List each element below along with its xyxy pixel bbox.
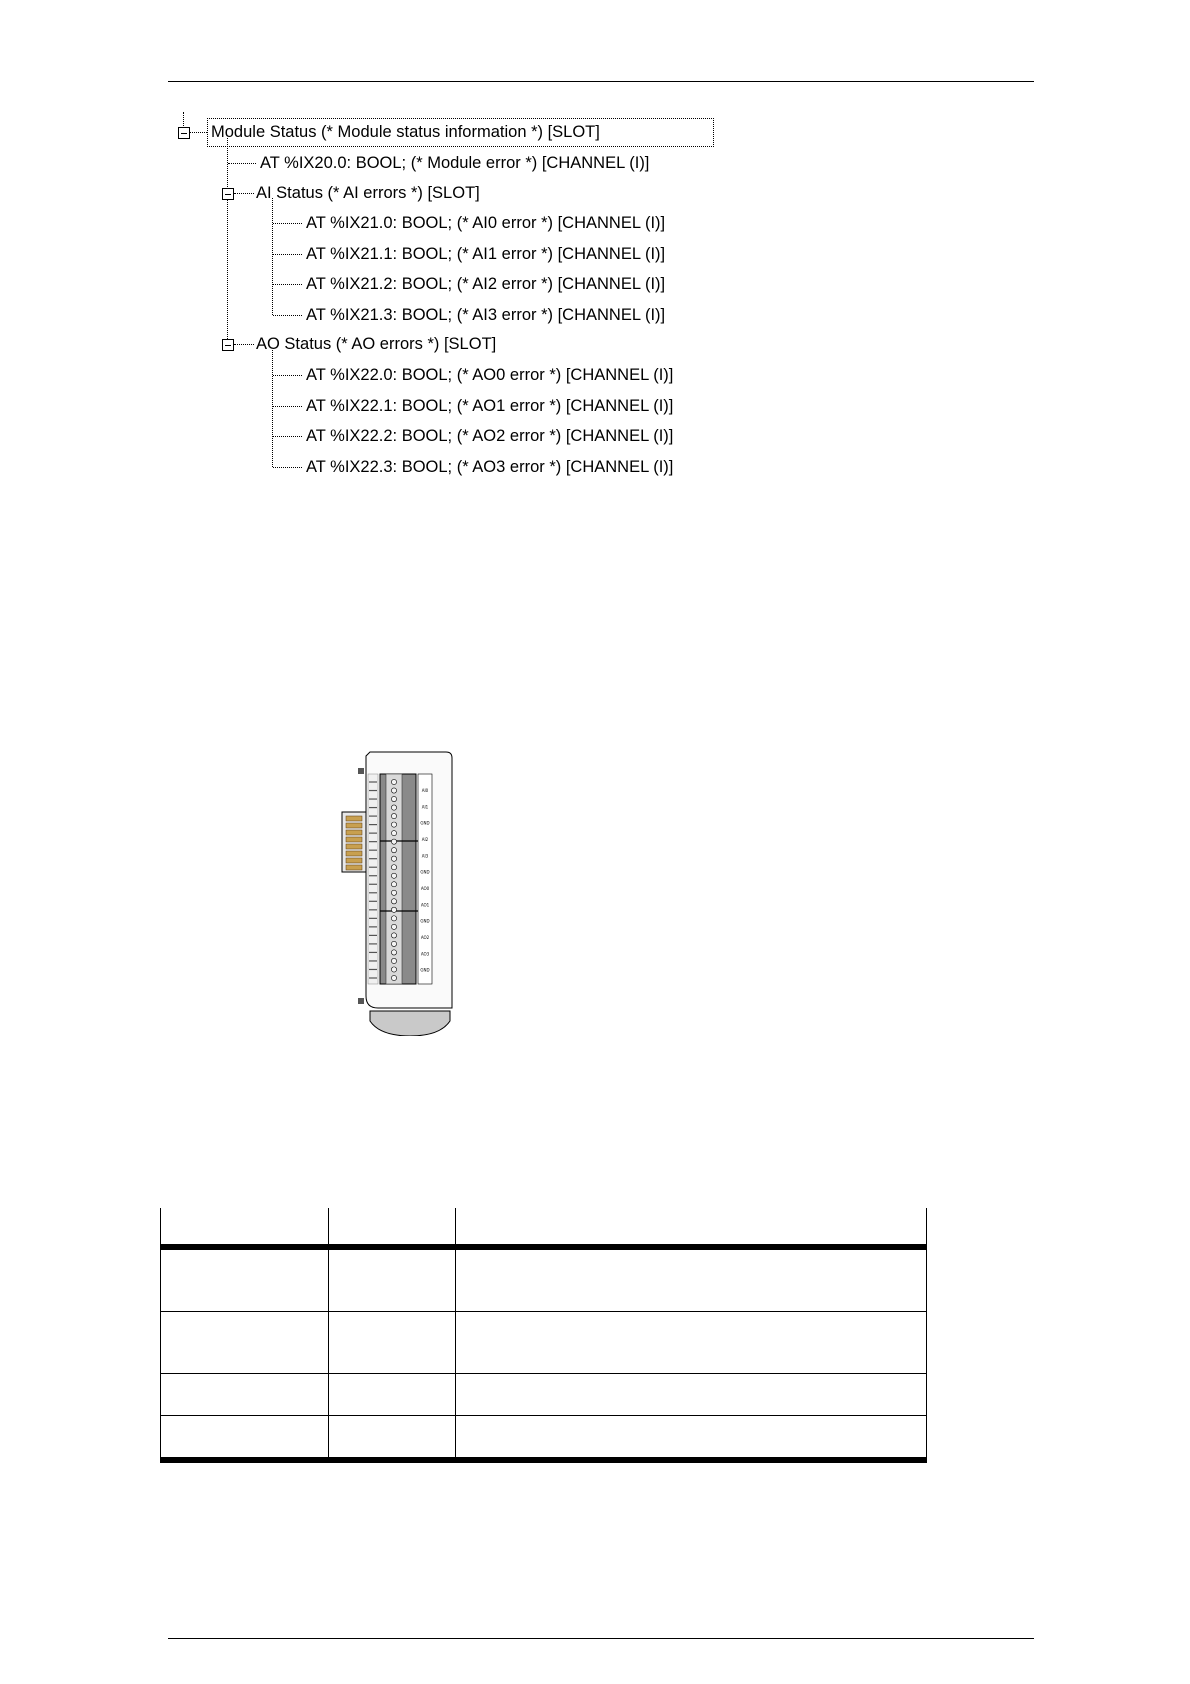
table-cell bbox=[456, 1312, 927, 1374]
terminal-label: AO0 bbox=[420, 886, 430, 891]
table-cell bbox=[329, 1416, 456, 1461]
terminal-screw bbox=[391, 805, 396, 810]
table-cell bbox=[161, 1416, 329, 1461]
tree-line bbox=[234, 193, 254, 194]
terminal-screw bbox=[391, 958, 396, 963]
footer-rule bbox=[168, 1638, 1034, 1639]
table-row bbox=[161, 1312, 927, 1374]
terminal-screw bbox=[391, 839, 396, 844]
collapse-icon[interactable] bbox=[222, 188, 234, 200]
terminal-screw bbox=[391, 890, 396, 895]
tree-line bbox=[234, 344, 254, 345]
dip-switch-lever bbox=[346, 858, 362, 863]
tree-node-module-status[interactable]: Module Status (* Module status information *) [SLOT] bbox=[211, 123, 600, 141]
terminal-screw bbox=[391, 848, 396, 853]
terminal-label: AI1 bbox=[421, 804, 429, 810]
tree-line bbox=[273, 406, 302, 407]
table-cell bbox=[456, 1374, 927, 1416]
table-cell bbox=[329, 1247, 456, 1312]
collapse-icon[interactable] bbox=[178, 127, 190, 139]
tree-node-module-error[interactable]: AT %IX20.0: BOOL; (* Module error *) [CHANNEL (I)] bbox=[260, 154, 650, 172]
tree-line bbox=[273, 254, 302, 255]
tree-line bbox=[273, 315, 302, 316]
tree-line bbox=[227, 138, 228, 343]
terminal-label: GND bbox=[420, 918, 430, 924]
module-bottom-cap bbox=[370, 1011, 450, 1036]
terminal-screw bbox=[391, 907, 396, 912]
terminal-label: GND bbox=[420, 967, 430, 973]
terminal-screw bbox=[391, 813, 396, 818]
terminal-screw bbox=[391, 856, 396, 861]
tree-node-ao0[interactable]: AT %IX22.0: BOOL; (* AO0 error *) [CHANNEL (I)] bbox=[306, 366, 674, 384]
terminal-label: AO3 bbox=[420, 951, 430, 957]
tree-node-ao-status[interactable]: AO Status (* AO errors *) [SLOT] bbox=[256, 335, 497, 353]
tree-node-ai3[interactable]: AT %IX21.3: BOOL; (* AI3 error *) [CHANNEL (I)] bbox=[306, 306, 666, 324]
dip-switch-lever bbox=[346, 837, 362, 842]
terminal-screw bbox=[391, 865, 396, 870]
terminal-screw bbox=[391, 950, 396, 955]
tree-line bbox=[273, 436, 302, 437]
terminal-label: AI3 bbox=[421, 853, 429, 859]
terminal-screw bbox=[391, 873, 396, 878]
tree-node-ai-status[interactable]: AI Status (* AI errors *) [SLOT] bbox=[256, 184, 480, 202]
din-clip bbox=[358, 998, 364, 1004]
tree-line bbox=[273, 375, 302, 376]
tree-line bbox=[228, 163, 256, 164]
table-row bbox=[161, 1374, 927, 1416]
table-cell bbox=[456, 1416, 927, 1461]
tree-node-ao3[interactable]: AT %IX22.3: BOOL; (* AO3 error *) [CHANNEL (I)] bbox=[306, 458, 674, 476]
terminal-screw bbox=[391, 831, 396, 836]
tree-node-ao1[interactable]: AT %IX22.1: BOOL; (* AO1 error *) [CHANNEL (I)] bbox=[306, 397, 674, 415]
table-cell bbox=[456, 1247, 927, 1312]
table-cell bbox=[161, 1312, 329, 1374]
dip-switch-lever bbox=[346, 816, 362, 821]
terminal-label: AI2 bbox=[421, 837, 429, 842]
tree-node-ai0[interactable]: AT %IX21.0: BOOL; (* AI0 error *) [CHANNEL (I)] bbox=[306, 214, 666, 232]
tree-line bbox=[273, 284, 302, 285]
terminal-screw bbox=[391, 899, 396, 904]
table-cell bbox=[161, 1247, 329, 1312]
dip-switch-lever bbox=[346, 823, 362, 828]
tree-line bbox=[190, 132, 207, 133]
spec-table bbox=[160, 1208, 927, 1463]
din-clip bbox=[358, 768, 364, 774]
terminal-screw bbox=[391, 924, 396, 929]
terminal-screw bbox=[391, 933, 396, 938]
tree-line bbox=[273, 223, 302, 224]
table-cell bbox=[329, 1374, 456, 1416]
dip-switch-lever bbox=[346, 844, 362, 849]
table-cell bbox=[329, 1312, 456, 1374]
terminal-screw bbox=[391, 779, 396, 784]
terminal-screw bbox=[391, 941, 396, 946]
io-module-illustration bbox=[340, 746, 460, 1036]
table-cell bbox=[161, 1374, 329, 1416]
tree-node-ai1[interactable]: AT %IX21.1: BOOL; (* AI1 error *) [CHANNEL (I)] bbox=[306, 245, 666, 263]
terminal-screw bbox=[391, 975, 396, 980]
terminal-label: GND bbox=[420, 869, 430, 875]
dip-switch-lever bbox=[346, 865, 362, 870]
terminal-label: AO2 bbox=[420, 935, 430, 940]
terminal-screw bbox=[391, 822, 396, 827]
terminal-label: GND bbox=[420, 820, 430, 826]
dip-switch-lever bbox=[346, 851, 362, 856]
table-header-cell bbox=[329, 1208, 456, 1247]
terminal-label: AI0 bbox=[421, 788, 429, 793]
dip-switch-lever bbox=[346, 830, 362, 835]
tree-line bbox=[272, 198, 273, 315]
terminal-screw bbox=[391, 796, 396, 801]
table-row bbox=[161, 1247, 927, 1312]
table-header-cell bbox=[456, 1208, 927, 1247]
terminal-label: AO1 bbox=[420, 902, 430, 908]
tree-node-ai2[interactable]: AT %IX21.2: BOOL; (* AI2 error *) [CHANNEL (I)] bbox=[306, 275, 666, 293]
tree-line bbox=[272, 350, 273, 467]
terminal-screw bbox=[391, 916, 396, 921]
table-row bbox=[161, 1416, 927, 1461]
table-header-cell bbox=[161, 1208, 329, 1247]
tree-line bbox=[273, 467, 302, 468]
collapse-icon[interactable] bbox=[222, 339, 234, 351]
terminal-screw bbox=[391, 882, 396, 887]
terminal-screw bbox=[391, 788, 396, 793]
terminal-screw bbox=[391, 967, 396, 972]
io-tree bbox=[0, 0, 1190, 480]
tree-node-ao2[interactable]: AT %IX22.2: BOOL; (* AO2 error *) [CHANNEL (I)] bbox=[306, 427, 674, 445]
